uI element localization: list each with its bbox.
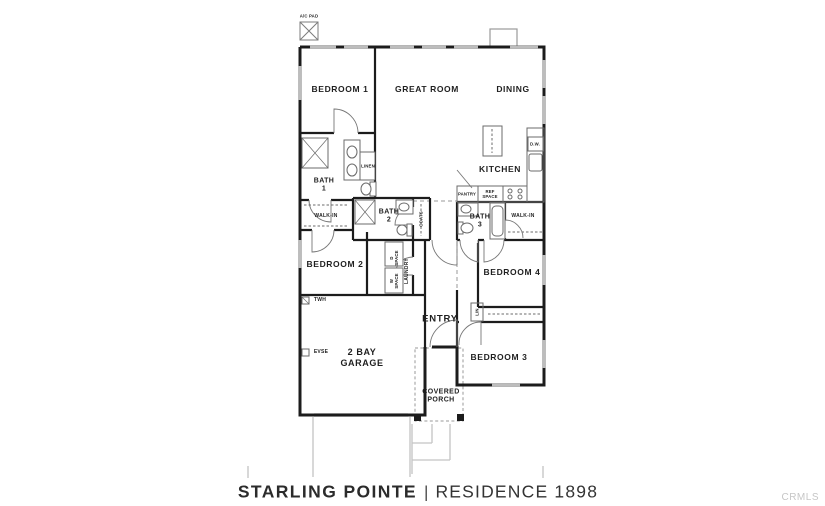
closet-label-coats: COATS [418, 211, 424, 227]
closet-label-walkin-bed4: WALK-IN [511, 213, 535, 219]
room-label-bedroom2: BEDROOM 2 [306, 258, 364, 269]
closet-label-lin: LIN [474, 308, 480, 316]
room-label-great-room: GREAT ROOM [395, 83, 459, 94]
label-dishwasher: D.W. [530, 141, 540, 147]
room-label-laundry: LAUNDRY [404, 257, 410, 285]
closet-label-linen: LINEN [361, 163, 375, 169]
label-evse: EVSE [313, 349, 329, 355]
room-label-bedroom3: BEDROOM 3 [470, 351, 528, 362]
closet-label-pantry: PANTRY [457, 191, 477, 197]
room-label-bath3: BATH 3 [469, 213, 491, 229]
room-label-bath2: BATH 2 [378, 208, 400, 224]
label-covered-porch: COVERED PORCH [422, 388, 460, 404]
label-ref-space: REF SPACE [482, 188, 498, 199]
room-label-bedroom1: BEDROOM 1 [311, 83, 369, 94]
room-label-entry: ENTRY [422, 313, 458, 325]
crmls-watermark: CRMLS [781, 492, 819, 503]
room-label-bedroom4: BEDROOM 4 [483, 266, 541, 277]
label-twh: TWH [313, 297, 327, 303]
site-lines [248, 417, 543, 478]
room-label-dining: DINING [496, 83, 530, 94]
closet-label-walkin-bath1: WALK-IN [314, 213, 338, 219]
ac-pad-label: A/C PAD [299, 13, 319, 19]
community-name: STARLING POINTE [237, 481, 418, 502]
porch-post-right [457, 414, 464, 421]
room-label-kitchen: KITCHEN [479, 163, 521, 174]
residence-name: RESIDENCE 1898 [435, 481, 599, 502]
plan-title [238, 482, 598, 503]
media-nook [490, 29, 517, 47]
room-label-bath1: BATH 1 [313, 177, 335, 193]
room-label-garage: 2 BAY GARAGE [340, 347, 384, 368]
title-separator: | [424, 482, 429, 502]
label-dryer-space: D SPACE [388, 250, 399, 266]
label-washer-space: W SPACE [388, 273, 399, 289]
ac-pad-icon [300, 22, 318, 40]
